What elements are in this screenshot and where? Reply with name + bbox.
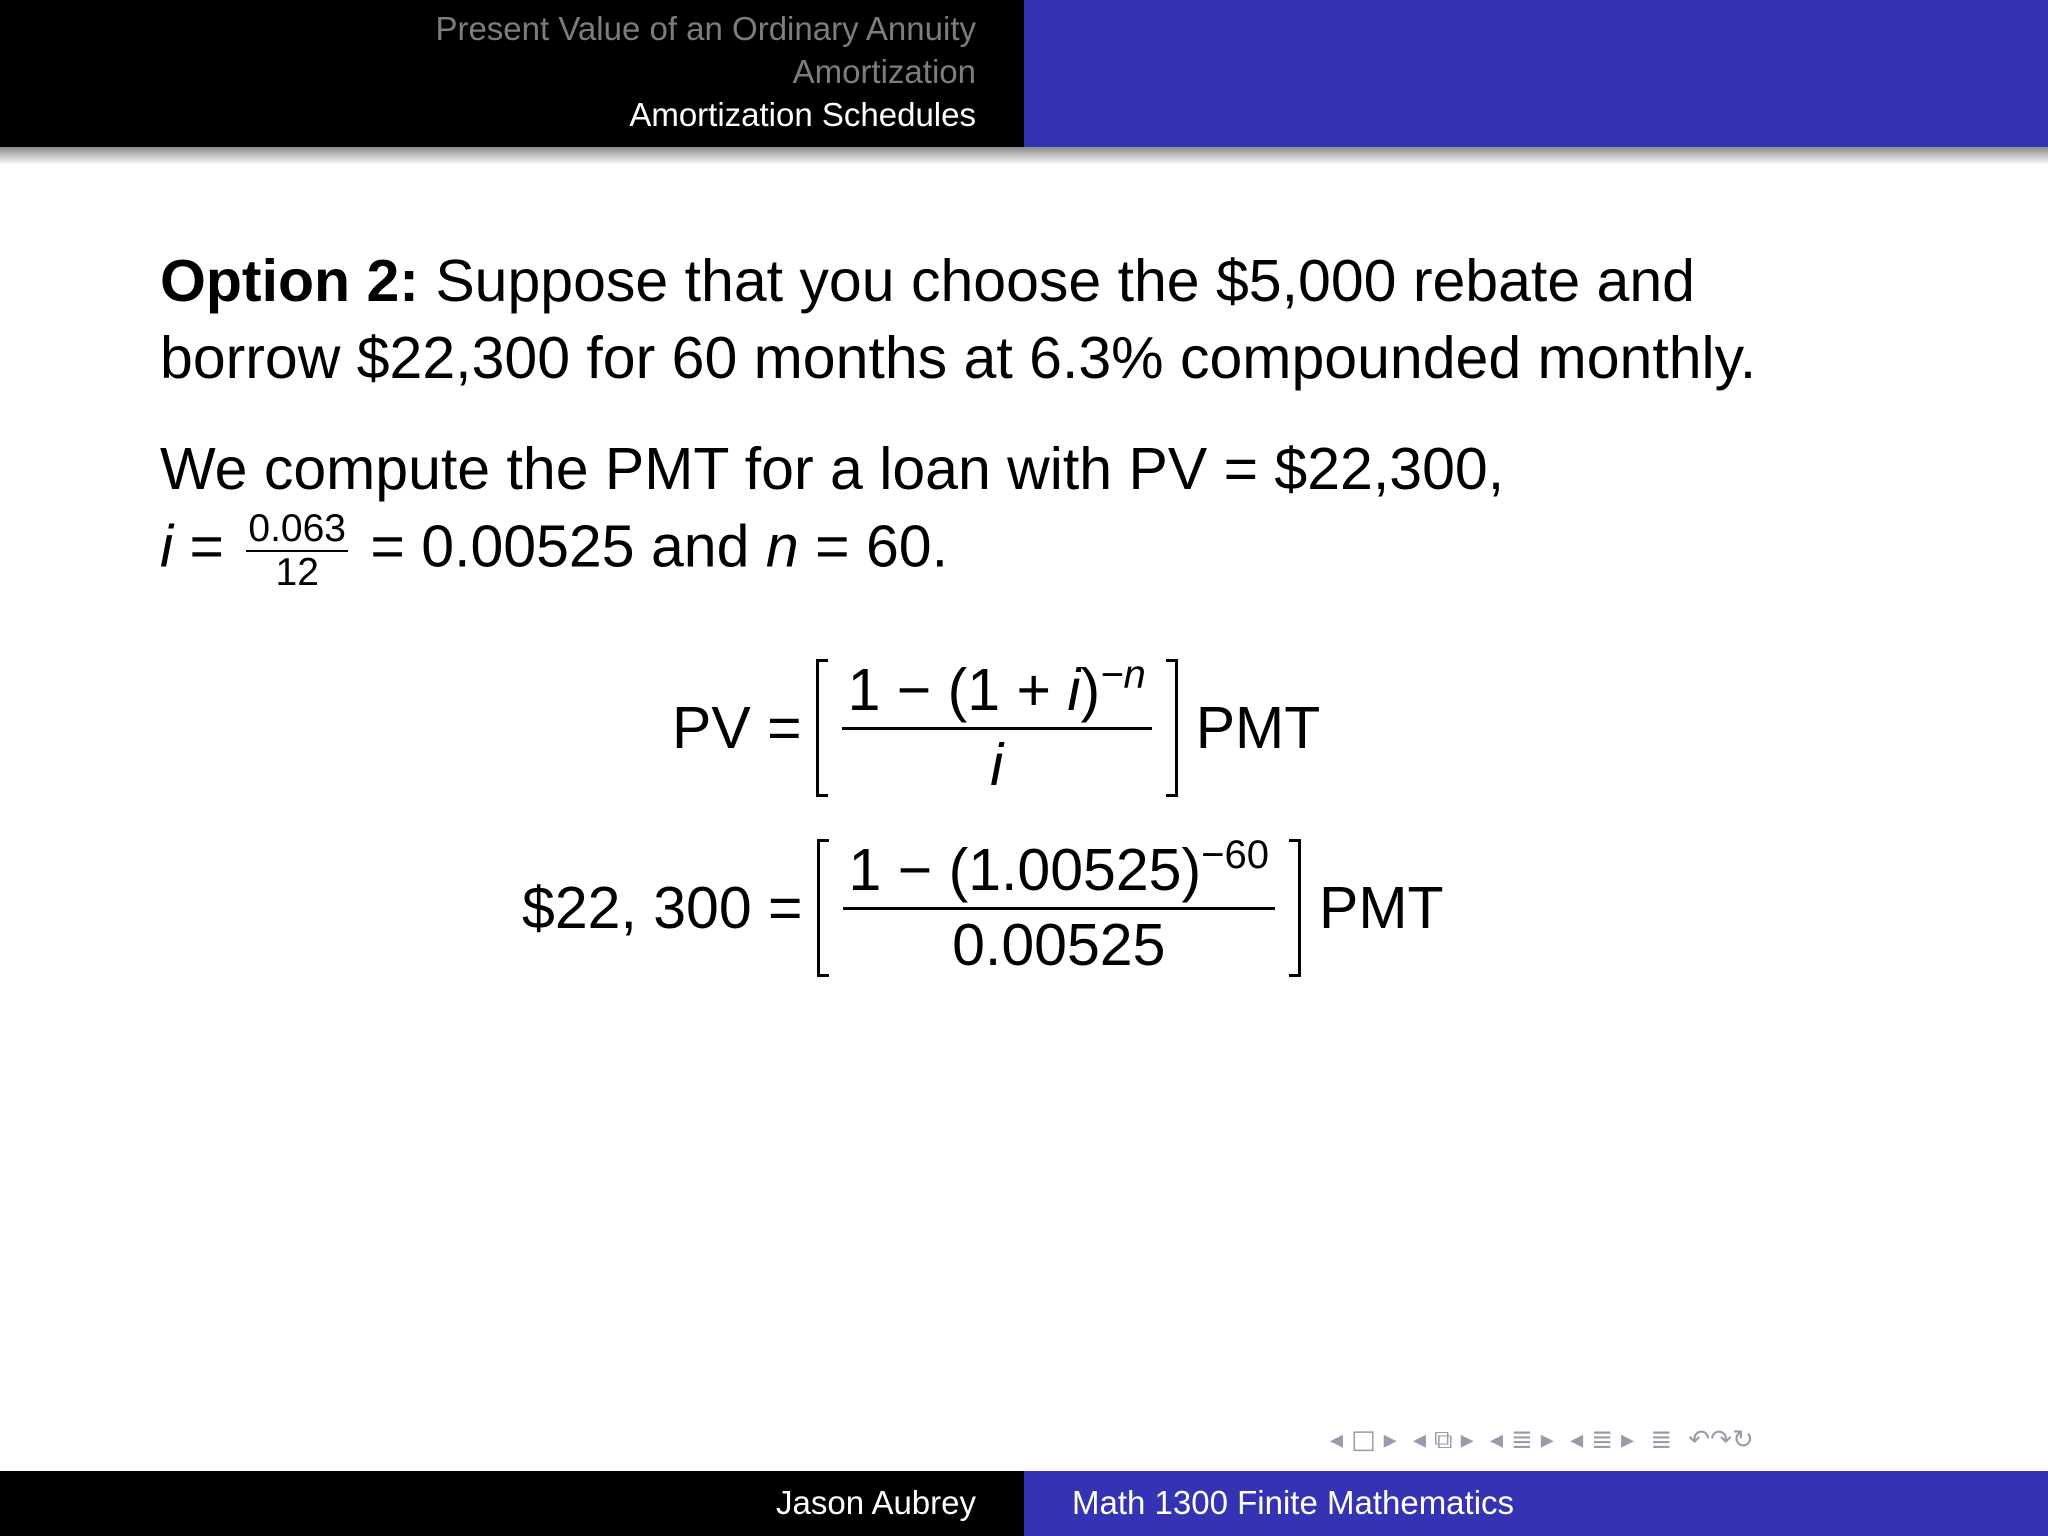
nav-frame-icon[interactable]: □ <box>1351 1425 1376 1455</box>
rate-fraction-denominator: 12 <box>275 551 319 594</box>
nav-next-subsection-icon[interactable]: ▸ <box>1460 1425 1474 1455</box>
option-label: Option 2: <box>160 248 419 314</box>
pv-substituted-fraction <box>843 835 1275 980</box>
nav-doc-icon[interactable]: ≣ <box>1591 1425 1613 1455</box>
nav-next-doc-icon[interactable]: ▸ <box>1620 1425 1635 1455</box>
n-value: 60. <box>865 513 948 580</box>
nav-prev-doc-icon[interactable]: ◂ <box>1570 1425 1584 1455</box>
pv-formula-lhs: PV = <box>672 694 802 761</box>
rate-fraction <box>246 508 348 594</box>
compute-paragraph <box>160 431 1504 508</box>
footer-author: Jason Aubrey <box>776 1484 976 1521</box>
numerator-text: 1 − (1 + <box>847 657 1068 723</box>
option-text-line1: Suppose that you choose the $5,000 rebate and <box>435 248 1695 314</box>
equals-sign: = <box>189 513 224 580</box>
header-section-nav <box>0 0 1024 147</box>
pv-formula-pmt: PMT <box>1195 694 1321 761</box>
header-shadow <box>0 147 2048 165</box>
footer-course-panel <box>1024 1471 2048 1536</box>
pv-substituted-pmt: PMT <box>1319 874 1444 941</box>
nav-prev-frame-icon[interactable]: ◂ <box>1330 1425 1344 1455</box>
numerator-exponent: −n <box>1100 653 1146 697</box>
nav-next-section-icon[interactable]: ▸ <box>1540 1425 1554 1455</box>
pv-substituted-lhs: $22, 300 = <box>522 874 803 941</box>
numerator-close-paren: ) <box>1080 657 1101 723</box>
nav-search-back-icon[interactable]: ↶↷↻ <box>1688 1425 1754 1455</box>
nav-section-amortization[interactable]: Amortization <box>792 53 976 90</box>
pv-substituted-numerator <box>843 835 1275 910</box>
n-variable: n <box>765 513 799 580</box>
equals-sign: = <box>370 513 405 580</box>
right-bracket <box>1166 659 1178 797</box>
nav-section-icon[interactable]: ≣ <box>1511 1425 1533 1455</box>
pv-formula-numerator <box>842 655 1152 730</box>
nav-prev-section-icon[interactable]: ◂ <box>1489 1425 1503 1455</box>
beamer-navigation <box>1330 1425 1762 1457</box>
pv-formula-denominator: i <box>990 732 1004 798</box>
and-text: and <box>650 513 750 580</box>
rate-fraction-numerator: 0.063 <box>248 507 346 550</box>
nav-section-present-value[interactable]: Present Value of an Ordinary Annuity <box>435 10 976 47</box>
option-paragraph <box>160 243 1756 397</box>
footer-author-panel <box>0 1471 1024 1536</box>
left-bracket <box>816 659 828 797</box>
footer-course: Math 1300 Finite Mathematics <box>1072 1484 1515 1521</box>
nav-next-frame-icon[interactable]: ▸ <box>1383 1425 1397 1455</box>
numerator-text: 1 − (1.00525) <box>848 837 1202 903</box>
left-bracket <box>817 839 829 977</box>
pv-substituted <box>522 830 1444 985</box>
nav-prev-subsection-icon[interactable]: ◂ <box>1412 1425 1427 1455</box>
option-text-line2: borrow $22,300 for 60 months at 6.3% compounded monthly. <box>160 325 1757 391</box>
pv-formula-fraction <box>842 655 1152 800</box>
nav-section-amortization-schedules[interactable]: Amortization Schedules <box>629 96 976 133</box>
i-variable: i <box>160 513 174 580</box>
right-bracket <box>1289 839 1301 977</box>
compute-text-line1: We compute the PMT for a loan with PV = $22,300, <box>160 436 1505 502</box>
slide-header <box>0 0 2048 147</box>
equals-sign: = <box>815 513 850 580</box>
header-blue-panel <box>1024 0 2048 147</box>
nav-subsection-icon[interactable]: ⧉ <box>1434 1425 1453 1455</box>
i-value: 0.00525 <box>421 513 635 580</box>
rate-definition <box>160 507 948 594</box>
numerator-i: i <box>1067 657 1081 723</box>
nav-appendix-icon[interactable]: ≣ <box>1650 1425 1673 1455</box>
pv-formula <box>672 650 1320 805</box>
numerator-exponent: −60 <box>1201 833 1269 877</box>
pv-substituted-denominator: 0.00525 <box>952 912 1166 978</box>
